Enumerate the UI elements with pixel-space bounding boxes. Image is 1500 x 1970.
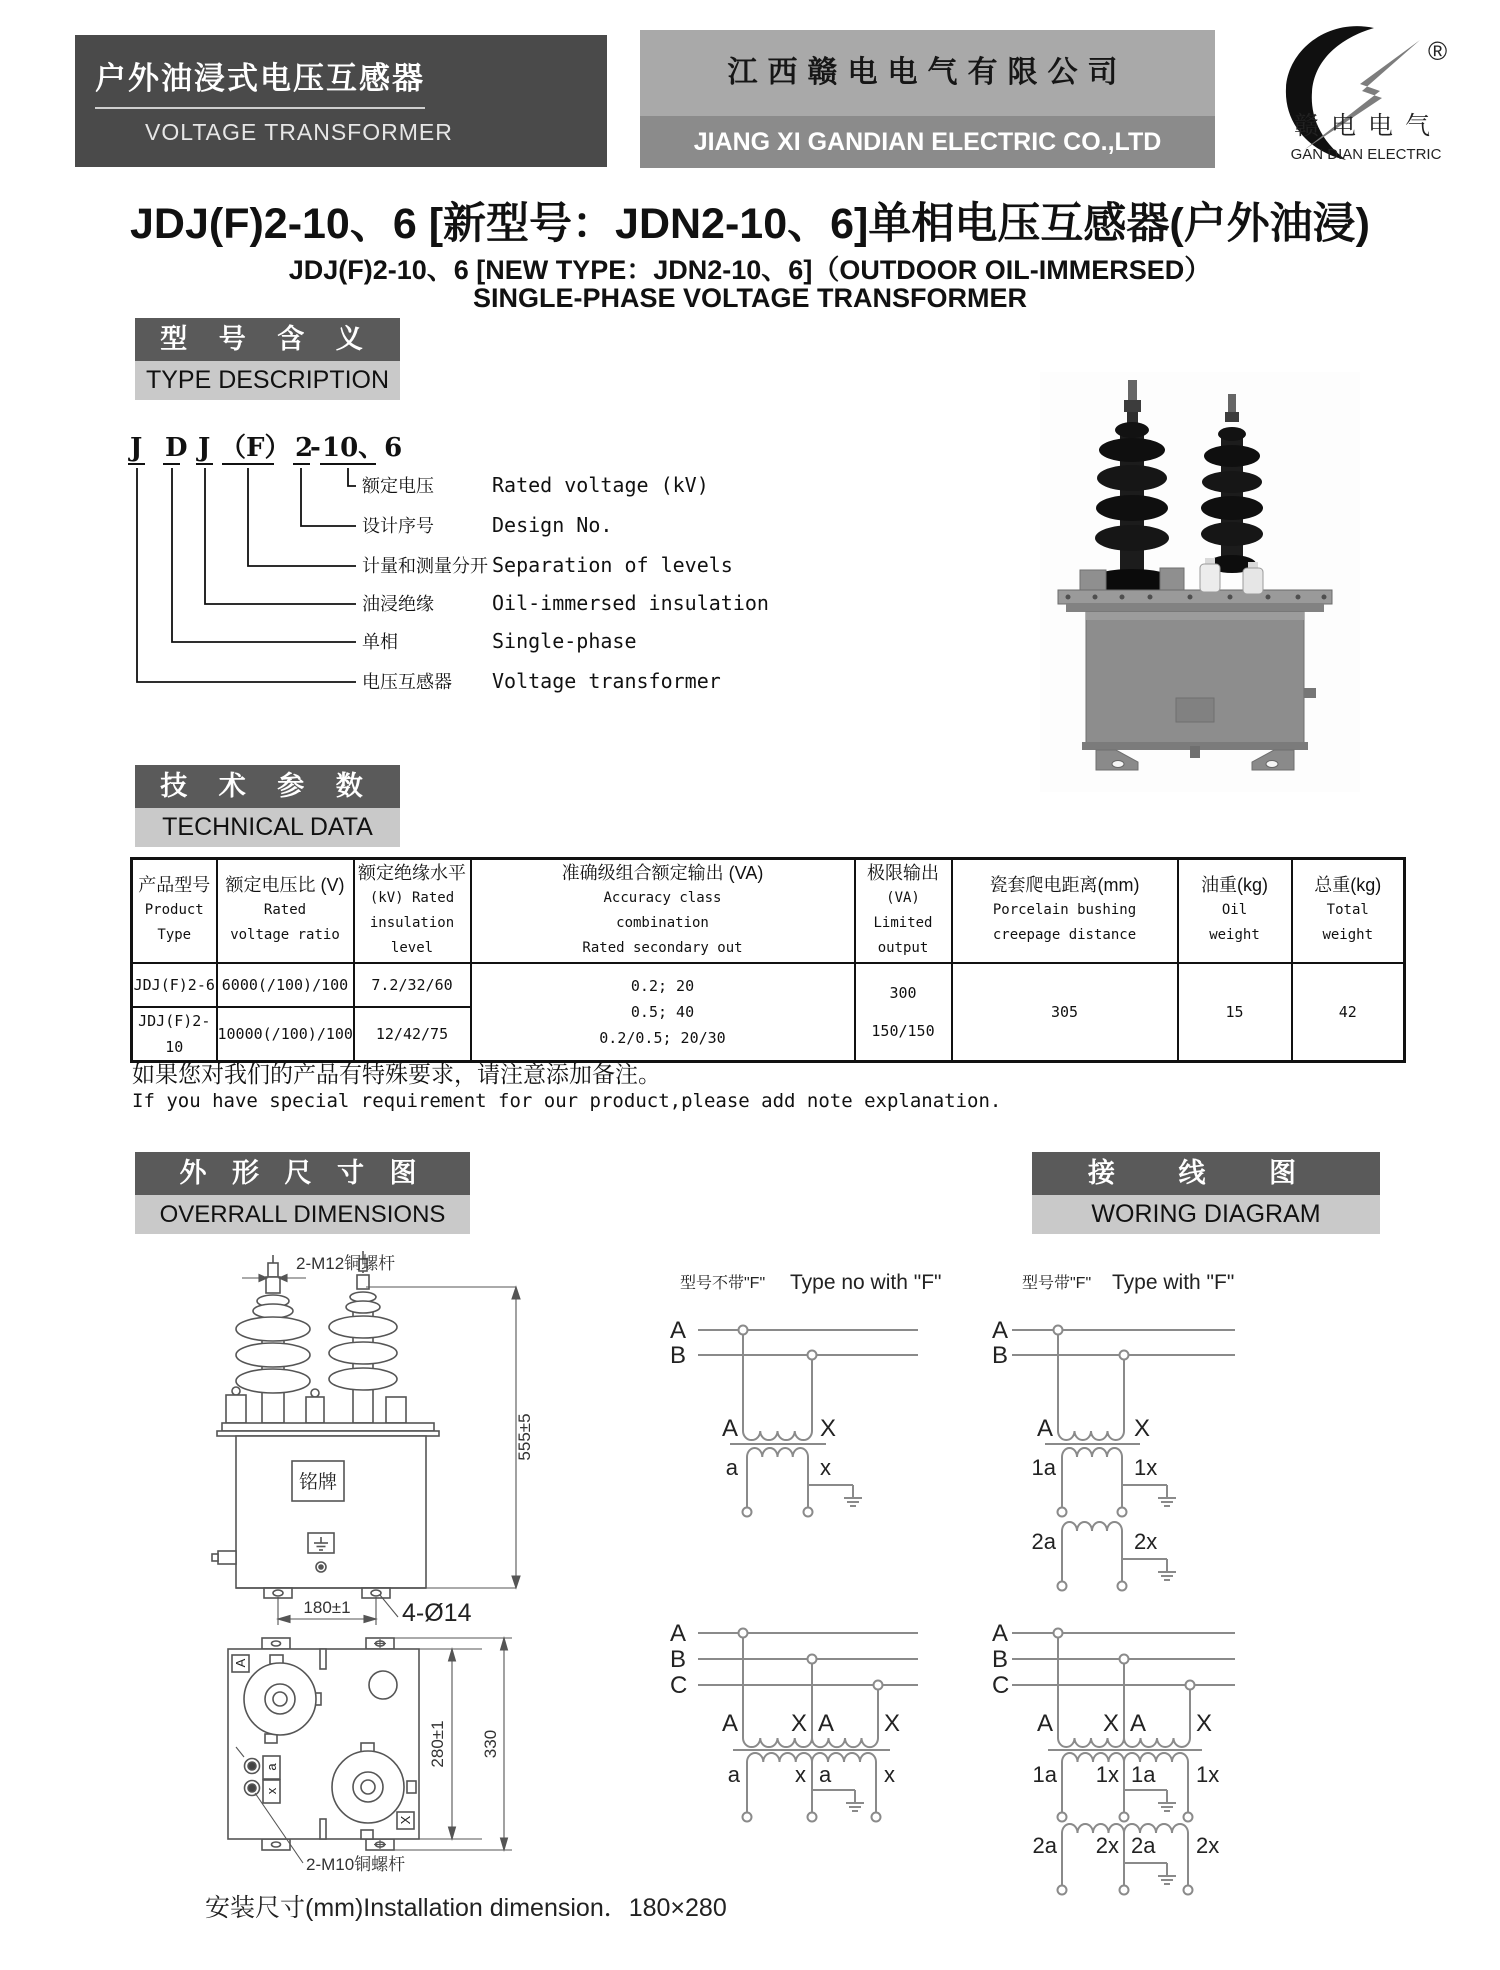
product-title-en: VOLTAGE TRANSFORMER <box>145 119 453 145</box>
wiring-title-no-f-en: Type no with "F" <box>790 1271 942 1294</box>
phase-label: A <box>992 1620 1009 1647</box>
winding-label: A <box>1036 1415 1053 1442</box>
page-subtitle-1: JDJ(F)2-10、6 [NEW TYPE：JDN2-10、6]（OUTDOOR OIL-IMMERSED） <box>288 255 1212 285</box>
cell-oil-weight: 15 <box>1178 963 1292 1062</box>
winding-label: 2x <box>1196 1833 1220 1858</box>
cell-total-weight: 42 <box>1292 963 1405 1062</box>
phase-label: B <box>992 1342 1009 1369</box>
dim-height: 555±5 <box>515 1413 534 1461</box>
note-en: If you have special requirement for our product,please add note explanation. <box>132 1090 1002 1112</box>
winding-label: 2x <box>1134 1529 1158 1554</box>
winding-label: A <box>1130 1710 1147 1737</box>
terminal-x-label: x <box>264 1787 279 1795</box>
winding-label: 2x <box>1095 1833 1119 1858</box>
company-name-en: JIANG XI GANDIAN ELECTRIC CO.,LTD <box>640 116 1215 168</box>
phase-label: B <box>992 1646 1009 1673</box>
section-technical-data <box>135 765 400 847</box>
winding-label: x <box>795 1762 806 1787</box>
dim-holes: 4-Ø14 <box>402 1599 472 1627</box>
logo-brand-en: GAN DIAN ELECTRIC <box>1290 146 1442 163</box>
phase-label: B <box>670 1342 687 1369</box>
code-meaning-2-en: Design No. <box>492 513 613 537</box>
terminal-X-label: X <box>398 1815 413 1825</box>
code-meaning-2-zh: 设计序号 <box>362 516 434 536</box>
page-subtitle-2: SINGLE-PHASE VOLTAGE TRANSFORMER <box>472 283 1027 313</box>
winding-label: x <box>820 1455 831 1480</box>
winding-label: a <box>727 1762 740 1787</box>
section-dim-en: OVERRALL DIMENSIONS <box>135 1195 470 1234</box>
winding-label: X <box>820 1415 837 1442</box>
code-meaning-6-en: Voltage transformer <box>492 669 721 693</box>
code-letter-5: 2 <box>295 433 314 463</box>
section-tech-en: TECHNICAL DATA <box>135 808 400 847</box>
section-wiring-zh: 接 线 图 <box>1032 1152 1380 1195</box>
winding-label: A <box>1036 1710 1053 1737</box>
wiring-title-with-f-zh: 型号带"F" <box>1022 1275 1092 1292</box>
winding-label: X <box>1102 1710 1119 1737</box>
section-tech-zh: 技 术 参 数 <box>135 765 400 808</box>
winding-label: x <box>884 1762 895 1787</box>
cell-insulation-2: 12/42/75 <box>354 1007 471 1062</box>
winding-label: 2a <box>1031 1529 1056 1554</box>
outline-drawing-front-view <box>170 1245 640 1650</box>
col-header-product-type: 产品型号 Product Type <box>132 859 217 963</box>
code-meaning-3-zh: 计量和测量分开 <box>362 556 488 576</box>
product-photo <box>1040 372 1360 792</box>
logo-brand-zh: 赣电电气 <box>1293 112 1443 140</box>
winding-label: 1x <box>1134 1455 1158 1480</box>
col-header-accuracy-class: 准确级组合额定输出 (VA) Accuracy class combination Rated secondary out <box>471 859 855 963</box>
dim-width: 180±1 <box>303 1598 351 1617</box>
section-type-zh: 型 号 含 义 <box>135 318 400 361</box>
cell-ratio-2: 10000(/100)/100 <box>217 1007 354 1062</box>
winding-label: a <box>725 1455 738 1480</box>
code-meaning-1-en: Rated voltage (kV) <box>492 473 709 497</box>
cell-limited-output: 300 150/150 <box>855 963 952 1062</box>
section-wiring-diagram <box>1032 1152 1380 1234</box>
phase-label: A <box>670 1620 687 1647</box>
col-header-insulation-level: 额定绝缘水平 (kV) Rated insulation level <box>354 859 471 963</box>
winding-label: A <box>721 1415 738 1442</box>
code-dash: - <box>310 433 321 463</box>
section-dimensions <box>135 1152 470 1234</box>
cell-accuracy: 0.2; 20 0.5; 40 0.2/0.5; 20/30 <box>471 963 855 1062</box>
nameplate-label: 铭牌 <box>298 1472 338 1493</box>
wiring-diagrams <box>650 1255 1350 1915</box>
installation-caption: 安装尺寸(mm)Installation dimension．180×280 <box>205 1894 727 1922</box>
product-title-box <box>75 35 607 167</box>
cell-insulation-1: 7.2/32/60 <box>354 963 471 1007</box>
code-meaning-4-zh: 油浸绝缘 <box>362 594 434 614</box>
code-meaning-3-en: Separation of levels <box>492 553 733 577</box>
phase-label: C <box>992 1672 1010 1699</box>
stud-label-bottom: 2-M10铜螺杆 <box>306 1855 406 1874</box>
section-dim-zh: 外 形 尺 寸 图 <box>135 1152 470 1195</box>
code-letter-3: J <box>198 433 211 463</box>
code-letter-2: D <box>165 433 188 463</box>
dim-overall: 330 <box>481 1729 500 1759</box>
col-header-limited-output: 极限输出 (VA) Limited output <box>855 859 952 963</box>
wiring-title-with-f-en: Type with "F" <box>1112 1271 1235 1294</box>
terminal-A-label: A <box>233 1658 248 1668</box>
code-meaning-1-zh: 额定电压 <box>362 476 434 496</box>
section-wiring-en: WORING DIAGRAM <box>1032 1195 1380 1234</box>
phase-label: B <box>670 1646 687 1673</box>
winding-label: 1x <box>1095 1762 1119 1787</box>
dim-depth: 280±1 <box>428 1720 447 1768</box>
phase-label: A <box>670 1317 687 1344</box>
col-header-oil-weight: 油重(kg) Oil weight <box>1178 859 1292 963</box>
company-logo <box>1262 12 1467 177</box>
terminal-a-label: a <box>264 1763 279 1771</box>
section-type-description <box>135 318 400 400</box>
table-row <box>132 963 1405 1007</box>
winding-label: a <box>819 1762 832 1787</box>
code-letter-1: J <box>130 433 143 463</box>
table-header-row <box>132 859 1405 963</box>
cell-ratio-1: 6000(/100)/100 <box>217 963 354 1007</box>
wiring-title-no-f-zh: 型号不带"F" <box>680 1275 766 1292</box>
winding-label: 2a <box>1131 1833 1156 1858</box>
section-type-en: TYPE DESCRIPTION <box>135 361 400 400</box>
cell-type-1: JDJ(F)2-6 <box>132 963 217 1007</box>
winding-label: 1a <box>1032 1762 1057 1787</box>
cell-type-2: JDJ(F)2-10 <box>132 1007 217 1062</box>
technical-data-table <box>130 857 1406 1063</box>
col-header-voltage-ratio: 额定电压比 (V) Rated voltage ratio <box>217 859 354 963</box>
winding-label: X <box>1134 1415 1151 1442</box>
phase-label: A <box>992 1317 1009 1344</box>
code-letter-6: 10、6 <box>322 433 403 463</box>
code-letter-4: （F） <box>220 433 291 463</box>
phase-label: C <box>670 1672 688 1699</box>
note-zh: 如果您对我们的产品有特殊要求，请注意添加备注。 <box>132 1061 661 1087</box>
winding-label: X <box>884 1710 901 1737</box>
code-meaning-4-en: Oil-immersed insulation <box>492 591 769 615</box>
winding-label: 1x <box>1196 1762 1220 1787</box>
code-meaning-6-zh: 电压互感器 <box>362 672 452 692</box>
stud-label-top: 2-M12铜螺杆 <box>296 1254 396 1273</box>
cell-creepage: 305 <box>952 963 1178 1062</box>
col-header-total-weight: 总重(kg) Total weight <box>1292 859 1405 963</box>
registered-mark: ® <box>1428 36 1448 66</box>
type-code-diagram <box>110 424 870 714</box>
winding-label: A <box>721 1710 738 1737</box>
winding-label: 1a <box>1131 1762 1156 1787</box>
code-meaning-5-zh: 单相 <box>362 632 398 652</box>
company-name-zh: 江西赣电电气有限公司 <box>640 30 1215 116</box>
winding-label: X <box>790 1710 807 1737</box>
winding-label: A <box>818 1710 835 1737</box>
winding-label: 1a <box>1031 1455 1056 1480</box>
col-header-creepage-distance: 瓷套爬电距离(mm) Porcelain bushing creepage distance <box>952 859 1178 963</box>
product-title-zh: 户外油浸式电压互感器 <box>95 53 425 109</box>
winding-label: 2a <box>1032 1833 1057 1858</box>
page-title: JDJ(F)2-10、6 [新型号：JDN2-10、6]单相电压互感器(户外油浸) <box>130 200 1370 248</box>
winding-label: X <box>1196 1710 1213 1737</box>
code-meaning-5-en: Single-phase <box>492 629 637 653</box>
